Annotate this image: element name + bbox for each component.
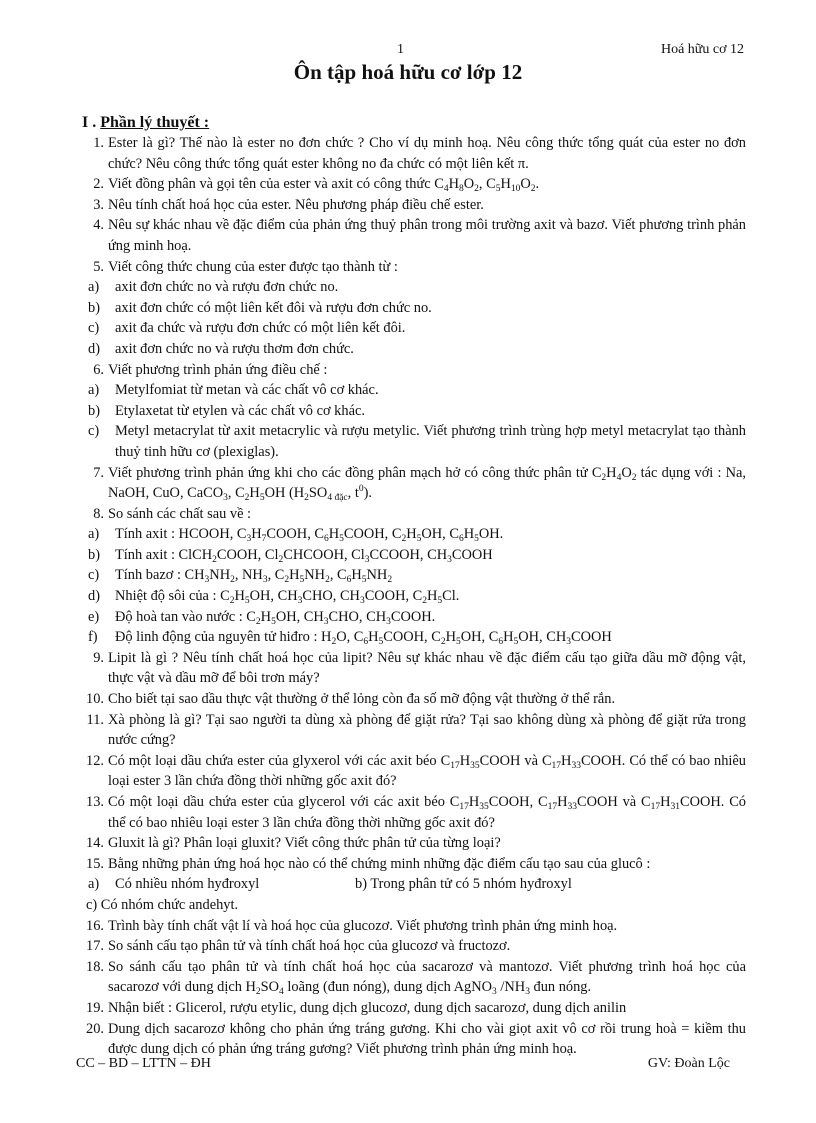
question-8a: a) Tính axit : HCOOH, $C_3H_7COOH$, $C_6H_5COOH$, $C_2H_5OH$, $C_6H_5OH$.	[88, 526, 504, 545]
question-12: 12. Có một loại dầu chứa ester của glyxerol với các axit béo $C_{17}H_{35}COOH$ và $C_{17}H_{33}COOH$. Có thể có bao nhiêu loại ester 3 lần chứa đồng thời những gốc axit đó?	[86, 752, 746, 790]
question-16: 16. Trình bày tính chất vật lí và hoá học của glucozơ. Viết phương trình phản ứng minh hoạ.	[86, 917, 618, 934]
question-7: 7. Viết phương trình phản ứng khi cho các đồng phân mạch hở có công thức phân tử $C_2H_4O_2$ tác dụng với : Na, NaOH, CuO, CaCO$_3$, $C_2H_5OH$ ($H_2SO_{4 đặc}$, $t^0$).	[93, 464, 746, 504]
question-8d: d) Nhiệt độ sôi của : $C_2H_5OH$, $CH_3CHO$, $CH_3COOH$, $C_2H_5Cl$.	[88, 588, 460, 607]
page-title: Ôn tập hoá hữu cơ lớp 12	[293, 60, 523, 84]
question-17: 17. So sánh cấu tạo phân tử và tính chất hoá học của glucozơ và fructozơ.	[86, 938, 511, 955]
question-11: 11. Xà phòng là gì? Tại sao người ta dùng xà phòng để giặt rửa? Tại sao không dùng xà phòng để giặt rửa trong nước cứng?	[86, 711, 746, 749]
running-header: Hoá hữu cơ 12	[660, 42, 744, 57]
question-2: 2. Viết đồng phân và gọi tên của ester và axit có công thức $C_4H_8O_2$, $C_5H_{10}O_2$.	[93, 176, 540, 195]
section-prefix: I .	[82, 114, 101, 131]
question-list	[82, 133, 746, 1060]
question-5b: b) axit đơn chức có một liên kết đôi và rượu đơn chức no.	[88, 299, 432, 316]
question-8c: c) Tính bazơ : $CH_3NH_2$, $NH_3$, $C_2H_5NH_2$, $C_6H_5NH_2$	[88, 567, 393, 586]
question-13: 13. Có một loại dầu chứa ester của glycerol với các axit béo $C_{17}H_{35}COOH$, $C_{17}H_{33}COOH$ và $C_{17}H_{31}COOH$. Có thể có bao nhiêu loại ester 3 lần chứa đồng thời những gốc axit đó?	[86, 794, 747, 831]
section-label: Phần lý thuyết :	[100, 114, 210, 131]
question-6c: c) Metyl metacrylat từ axit metacrylic và rượu metylic. Viết phương trình trùng hợp metyl metacrylat tạo thành thuỷ tinh hữu cơ (plexiglas).	[88, 423, 746, 460]
question-5c: c) axit đa chức và rượu đơn chức có một liên kết đôi.	[88, 320, 406, 337]
question-6a: a) Metylfomiat từ metan và các chất vô cơ khác.	[88, 382, 379, 399]
page-number: 1	[397, 42, 404, 57]
question-15ab: a) Có nhiều nhóm hyđroxyl b) Trong phân tử có 5 nhóm hyđroxyl	[88, 876, 572, 893]
question-5: 5. Viết công thức chung của ester được tạo thành từ :	[93, 258, 398, 275]
question-18: 18. So sánh cấu tạo phân tử và tính chất hoá học của sacarozơ và mantozơ. Viết phương trình hoá học của sacarozơ với dung dịch $H_2SO_4$ loãng (đun nóng), dung dịch AgNO$_3$ $/NH_3$ đun nóng.	[86, 958, 746, 998]
question-1: 1. Ester là gì? Thế nào là ester no đơn chức ? Cho ví dụ minh hoạ. Nêu công thức tổng quát của ester no đơn chức? Nêu công thức tổng quát ester không no đa chức có một liên kết π.	[93, 135, 746, 172]
question-6: 6. Viết phương trình phản ứng điều chế :	[93, 361, 328, 378]
question-4: 4. Nêu sự khác nhau về đặc điểm của phản ứng thuỷ phân trong môi trường axit và bazơ. Viết phương trình phản ứng minh hoạ.	[93, 217, 746, 254]
question-19: 19. Nhận biết : Glicerol, rượu etylic, dung dịch glucozơ, dung dịch sacarozơ, dung dịch anilin	[86, 999, 627, 1016]
footer-left: CC – BD – LTTN – ĐH	[76, 1056, 211, 1071]
footer-author: GV: Đoàn Lộc	[647, 1056, 730, 1071]
question-20: 20. Dung dịch sacarozơ không cho phản ứng tráng gương. Khi cho vài giọt axit vô cơ rồi trung hoà = kiềm thu được dung dịch có phản ứng tráng gương? Viết phương trình phản ứng minh hoạ.	[86, 1020, 746, 1058]
question-15c: c) Có nhóm chức andehyt.	[86, 896, 239, 913]
question-5a: a) axit đơn chức no và rượu đơn chức no.	[88, 279, 339, 296]
question-8f: f) Độ linh động của nguyên tử hiđro : $H_2O$, $C_6H_5COOH$, $C_2H_5OH$, $C_6H_5OH$, $CH_3COOH$	[88, 629, 612, 648]
question-10: 10. Cho biết tại sao dầu thực vật thường ở thể lỏng còn đa số mỡ động vật thường ở thể rắn.	[86, 691, 616, 708]
question-14: 14. Gluxit là gì? Phân loại gluxit? Viết công thức phân tử của từng loại?	[86, 835, 501, 852]
question-8: 8. So sánh các chất sau về :	[93, 505, 252, 522]
question-6b: b) Etylaxetat từ etylen và các chất vô cơ khác.	[88, 402, 365, 419]
section-heading	[82, 114, 209, 132]
question-9: 9. Lipit là gì ? Nêu tính chất hoá học của lipit? Nêu sự khác nhau về đặc điểm cấu tạo giữa dầu mỡ động vật, thực vật và dầu mỡ để bôi trơn máy?	[93, 649, 746, 687]
question-8b: b) Tính axit : ClCH$_2$COOH, $Cl_2CHCOOH$, $Cl_3CCOOH$, $CH_3COOH$	[88, 546, 493, 565]
question-5d: d) axit đơn chức no và rượu thơm đơn chức.	[88, 340, 354, 357]
question-15: 15. Bằng những phản ứng hoá học nào có thể chứng minh những đặc điểm cấu tạo sau của glucô :	[86, 855, 651, 872]
question-8e: e) Độ hoà tan vào nước : $C_2H_5OH$, $CH_3CHO$, $CH_3COOH$.	[88, 608, 436, 627]
question-3: 3. Nêu tính chất hoá học của ester. Nêu phương pháp điều chế ester.	[93, 196, 484, 213]
